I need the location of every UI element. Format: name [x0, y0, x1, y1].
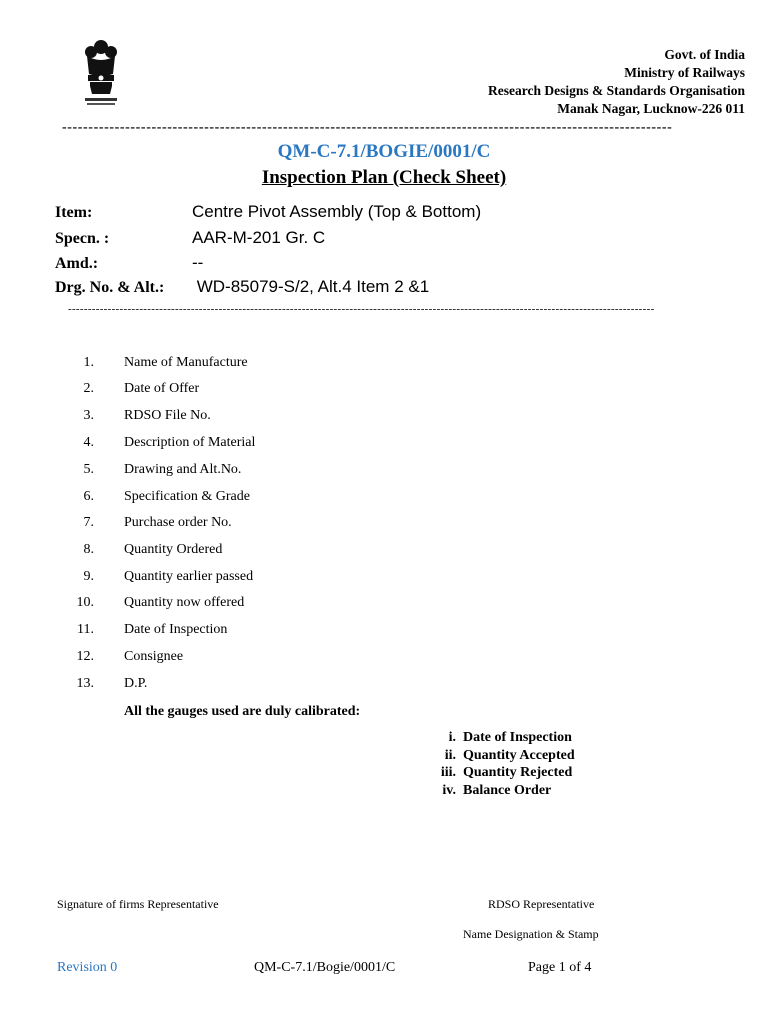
summary-item-text: Date of Inspection [463, 730, 572, 745]
meta-value-drg: WD-85079-S/2, Alt.4 Item 2 &1 [192, 277, 430, 296]
list-item-text: Quantity earlier passed [124, 569, 254, 584]
meta-value-specn: AAR-M-201 Gr. C [192, 228, 326, 247]
list-item-number: 8. [83, 542, 94, 557]
calibration-note: All the gauges used are duly calibrated: [124, 704, 361, 719]
meta-label-item: Item: [55, 204, 93, 221]
summary-item-number: iii. [440, 765, 456, 780]
summary-item-text: Balance Order [463, 783, 552, 798]
list-item-text: Purchase order No. [124, 515, 232, 530]
revision-label: Revision 0 [57, 960, 118, 975]
rdso-stamp-label: Name Designation & Stamp [463, 927, 599, 941]
list-item-number: 13. [76, 676, 94, 691]
list-item-text: RDSO File No. [124, 408, 211, 423]
summary-item-number: i. [448, 730, 456, 745]
meta-value-item: Centre Pivot Assembly (Top & Bottom) [192, 202, 482, 221]
meta-label-specn: Specn. : [55, 230, 110, 247]
middle-divider: ---------------------------------------------------------------------------------------------------------------------------------------------------- [68, 303, 655, 315]
list-item-number: 7. [83, 515, 94, 530]
national-emblem-icon [80, 38, 122, 110]
list-item-number: 4. [83, 435, 94, 450]
list-item-text: Specification & Grade [124, 489, 250, 504]
document-title: Inspection Plan (Check Sheet) [261, 167, 507, 188]
list-item-number: 11. [77, 622, 94, 637]
rdso-representative-label: RDSO Representative [488, 897, 595, 911]
document-number: QM-C-7.1/BOGIE/0001/C [277, 141, 491, 162]
header-line-org: Research Designs & Standards Organisation [487, 83, 745, 98]
list-item-text: Description of Material [124, 435, 256, 450]
list-item-number: 12. [76, 649, 94, 664]
firm-signature-label: Signature of firms Representative [57, 897, 219, 911]
list-item-number: 1. [83, 355, 94, 370]
list-item-text: Drawing and Alt.No. [124, 462, 242, 477]
list-item-number: 5. [83, 462, 94, 477]
list-item-number: 3. [83, 408, 94, 423]
header-line-address: Manak Nagar, Lucknow-226 011 [557, 101, 745, 116]
list-item-number: 6. [83, 489, 94, 504]
top-divider: -------------------------------------------------------------------------------------------------------------------- [62, 120, 673, 135]
meta-label-amd: Amd.: [55, 255, 99, 272]
list-item-number: 2. [83, 381, 94, 396]
summary-item-number: iv. [442, 783, 456, 798]
meta-label-drg: Drg. No. & Alt.: [55, 279, 165, 296]
list-item-text: D.P. [124, 676, 148, 691]
summary-item-text: Quantity Rejected [463, 765, 573, 780]
page-number: Page 1 of 4 [528, 960, 592, 975]
header-line-govt: Govt. of India [664, 47, 745, 62]
list-item-text: Consignee [124, 649, 184, 664]
header-line-ministry: Ministry of Railways [624, 65, 745, 80]
summary-item-number: ii. [444, 748, 456, 763]
list-item-number: 10. [76, 595, 94, 610]
summary-item-text: Quantity Accepted [463, 748, 575, 763]
list-item-text: Date of Offer [124, 381, 200, 396]
meta-value-amd: -- [192, 253, 204, 272]
organisation-header [488, 46, 745, 118]
list-item-text: Quantity Ordered [124, 542, 223, 557]
list-item-number: 9. [83, 569, 94, 584]
list-item-text: Date of Inspection [124, 622, 228, 637]
footer-doc-ref: QM-C-7.1/Bogie/0001/C [254, 960, 396, 975]
list-item-text: Name of Manufacture [124, 355, 248, 370]
list-item-text: Quantity now offered [124, 595, 245, 610]
